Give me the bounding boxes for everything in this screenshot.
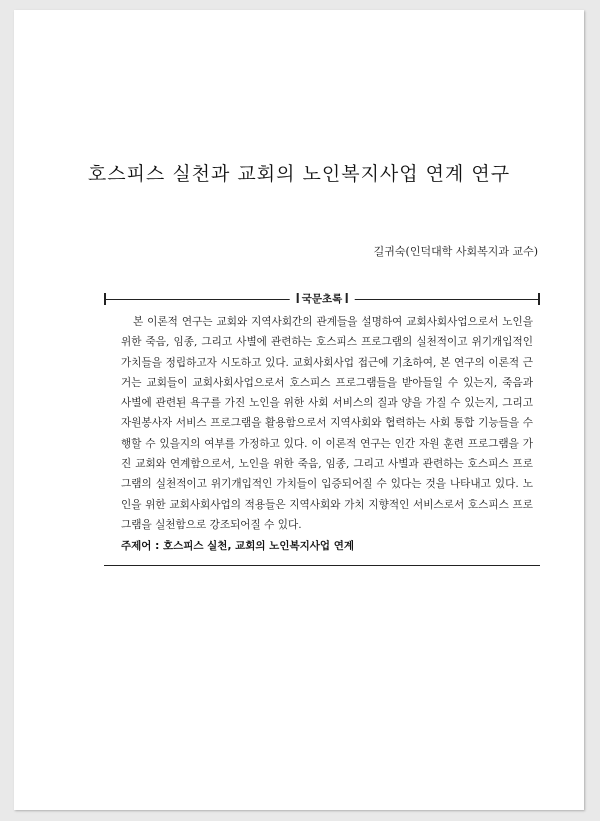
abstract-header-rule: [104, 293, 540, 305]
keywords: 주제어 : 호스피스 실천, 교회의 노인복지사업 연계: [121, 540, 354, 552]
rule-cap-right: [538, 293, 540, 305]
abstract-bottom-rule: [104, 565, 540, 566]
paper-title: 호스피스 실천과 교회의 노인복지사업 연계 연구: [87, 163, 511, 185]
heading-bar-right: [345, 293, 347, 303]
abstract-heading: [290, 291, 355, 306]
rule-cap-left: [104, 293, 106, 305]
author-affiliation: 길귀숙(인덕대학 사회복지과 교수): [373, 245, 538, 258]
document-page: [14, 10, 584, 810]
abstract-heading-text: 국문초록: [301, 293, 343, 305]
abstract-body: 본 이론적 연구는 교회와 지역사회간의 관계들을 설명하여 교회사회사업으로서 노인을 위한 죽음, 임종, 그리고 사별에 관련하는 호스피스 프로그램의 실천적이고 위기개입적인 가치들을 정립하고자 시도하고 있다. 교회사회사업 접근에 기초하여, 본 연구의 이론적 근거는 교회들이 교회사회사업으로서 호스피스 프로그램들을 받아들일 수 있는지, 죽음과 사별에 관련된 욕구를 가진 노인을 위한 사회 서비스의 질과 양을 가질 수 있는지, 그리고 자원봉사자 서비스 프로그램을 활용함으로서 지역사회와 협력하는 사회 통합 기능들을 수행할 수 있을지의 여부를 가정하고 있다. 이 이론적 연구는 인간 자원 훈련 프로그램을 가진 교회와 연계함으로서, 노인을 위한 죽음, 임종, 그리고 사별과 관련하는 호스피스 프로그램의 실천적이고 위기개입적인 가치들이 입증되어질 수 있다는 것을 나타내고 있다. 노인을 위한 교회사회사업의 적용들은 지역사회와 가치 지향적인 서비스로서 호스피스 프로그램을 실천함으로 강조되어질 수 있다.: [121, 316, 533, 531]
heading-bar-left: [297, 293, 299, 303]
